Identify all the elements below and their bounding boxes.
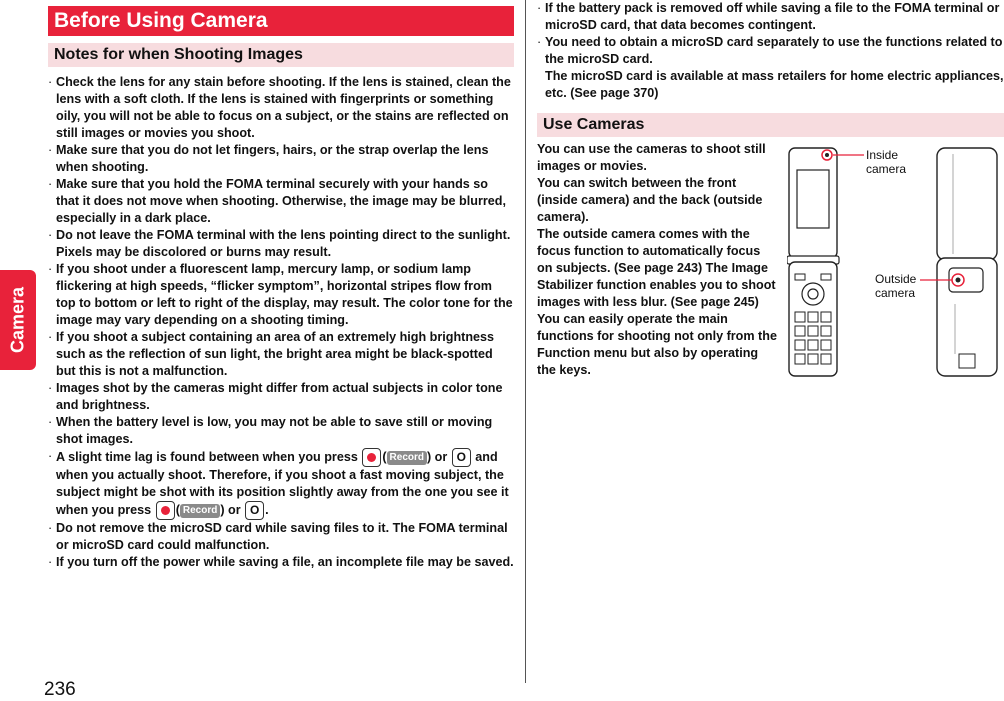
page-number: 236 xyxy=(44,679,76,700)
use-cameras-text: You can use the cameras to shoot still images or movies. You can switch between the front (inside camera) and the back (outside camera). The outside camera comes with the focus function to automatically focus on subjects. (See page 243) The Image Stabilizer function enables you to shoot images with less blur. (See page 245) You can easily operate the main functions for shooting not only from the Function menu but also by operating the keys. xyxy=(537,142,777,377)
list-item: · If you turn off the power while saving a file, an incomplete file may be saved. xyxy=(48,554,514,571)
side-tab xyxy=(0,270,36,370)
label-inside-camera: Inside camera xyxy=(866,148,907,176)
side-tab-label: Camera xyxy=(7,286,28,354)
list-item: · Do not remove the microSD card while saving files to it. The FOMA terminal or microSD card could malfunction. xyxy=(48,520,514,554)
page-title: Before Using Camera xyxy=(48,6,514,36)
column-divider xyxy=(525,0,526,683)
center-key-icon xyxy=(156,501,175,520)
list-item: · If you shoot a subject containing an area of an extremely high brightness such as the reflection of sun light, the bright area might be black-spotted but this is not a malfunction. xyxy=(48,329,514,380)
section-subtitle: Notes for when Shooting Images xyxy=(48,43,514,67)
o-key-icon: O xyxy=(245,501,264,520)
list-item: · Check the lens for any stain before shooting. If the lens is stained, clean the lens with a soft cloth. If the lens is stained with fingerprints or something oily, you will not be able to focus on a subject, or the stains are reflected on still images or movies you shoot. xyxy=(48,74,514,142)
list-item-lag: · A slight time lag is found between when you press ( Record ) or O and when you actually shoot. Therefore, if you shoot a fast moving subject, the subject might be shot with its position slightly away from the one you see it when you press ( Record ) or O . xyxy=(48,448,514,520)
o-key-icon: O xyxy=(452,448,471,467)
section-title-use-cameras: Use Cameras xyxy=(537,113,1004,137)
list-item: · Do not leave the FOMA terminal with the lens pointing direct to the sunlight. Pixels may be discolored or burns may result. xyxy=(48,227,514,261)
left-column xyxy=(48,6,514,571)
phone-illustration xyxy=(787,144,1002,385)
notes-list xyxy=(48,74,514,571)
phone-drawing-icon xyxy=(787,144,1002,380)
list-item: · You need to obtain a microSD card separately to use the functions related to the microSD card. The microSD card is available at mass retailers for home electric appliances, etc. (See page 370) xyxy=(537,34,1004,102)
notes-list-continued xyxy=(537,0,1004,102)
list-item: · Make sure that you hold the FOMA terminal securely with your hands so that it does not move when shooting. Otherwise, the image may be blurred, especially in a dark place. xyxy=(48,176,514,227)
right-column xyxy=(537,0,1004,377)
list-item: · Images shot by the cameras might differ from actual subjects in color tone and brightness. xyxy=(48,380,514,414)
record-icon: Record xyxy=(387,451,427,465)
list-item: · If you shoot under a fluorescent lamp, mercury lamp, or sodium lamp flickering at high speeds, “flicker symptom”, horizontal stripes flow from top to bottom or left to right of the display, may result. The color tone for the image may vary depending on a shooting timing. xyxy=(48,261,514,329)
list-item: · When the battery level is low, you may not be able to save still or moving shot images. xyxy=(48,414,514,448)
center-key-icon xyxy=(362,448,381,467)
list-item: · Make sure that you do not let fingers, hairs, or the strap overlap the lens when shooting. xyxy=(48,142,514,176)
list-item: · If the battery pack is removed off while saving a file to the FOMA terminal or microSD card, that data becomes contingent. xyxy=(537,0,1004,34)
record-icon: Record xyxy=(180,504,220,518)
label-outside-camera: Outside camera xyxy=(875,272,917,300)
